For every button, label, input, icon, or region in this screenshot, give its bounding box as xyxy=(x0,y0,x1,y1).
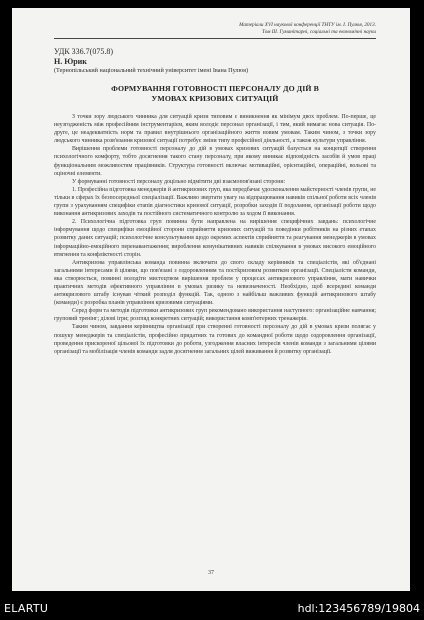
repository-name: ELARTU xyxy=(4,602,49,615)
viewer-footer-bar xyxy=(0,591,424,620)
article-title xyxy=(54,84,376,104)
body-paragraph: 2. Психологічна підготовка груп повинна бути направлена на вирішення специфічних завдань: психологічне інформування щодо специфіки емоційної сторони сприйняття кризових ситуацій та поведінки робітників на різних етапах розвитку даних ситуацій; психологічне консультування щодо окремих аспектів сприйняття та реагування менеджерів в умовах інформаційно-емоційного перенавантаження; вироблення комунікативних навиків спілкування в умовах високого емоційного втягнення та конфліктності сторін. xyxy=(54,219,376,258)
body-paragraph: Вирішення проблеми готовності персоналу до дій в умовах кризових ситуацій базується на концепції створення психологічного комфорту, тобто досягнення такого стану персоналу, при якому виникає відповідність засобів й умов праці функціональним можливостям працівників. Структура готовності включає мотиваційні, орієнтаційні, операційні, вольові та оціночні елементи. xyxy=(54,146,376,177)
document-page xyxy=(12,8,410,591)
body-paragraph: 1. Професійна підготовка менеджерів й антикризових груп, яка передбачає удосконалення майстерності членів групи, не тільки в сферах їх безпосередньої спеціалізації. Важливо звертати увагу на відпрацювання навиків спільної роботи всіх членів групи з урахуванням специфіки етапів діагностики кризової ситуації, розробки заходів її подолання, організації роботи щодо виконання антикризових заходів та постійного систематичного контролю за ходом її виконання. xyxy=(54,186,376,218)
author-name: Н. Юрик xyxy=(54,57,87,66)
journal-header-line2: Том III. Гуманітарні, соціальні та економічні науки xyxy=(262,29,376,35)
body-paragraph: Антикризова управлінська команда повинна включати до свого складу керівників та спеціалістів, які об'єднані загальними інтересами й цілями, що пов'язані з оздоровленням та постkризовим розвитком організації. Спеціалісти команди, яка створюється, повинні володіти мистецтвом вирішення проблем у процесах антикризового управління, мати навички практичних методів ефективного управління в умовах ризику та невизначеності. Необхідно, щоб всередині команди антикризового штабу існував чіткий розподіл функцій. Так, одною з найбільш важливих функцій антикризового штабу (команди) є розробка планів управління кризовими ситуаціями. xyxy=(54,259,376,307)
article-body xyxy=(54,113,376,356)
author-affiliation: (Тернопільський національний технічний університет імені Івана Пулюя) xyxy=(54,67,249,74)
header-divider xyxy=(54,38,376,39)
body-paragraph: У формуванні готовності персоналу доцільно відмітити дві взаємопов'язані сторони: xyxy=(72,178,286,185)
body-paragraph: Серед форм та методів підготовки антикризових груп рекомендовано використання наступного: організаційне навчання; груповий тренінг; ділові ігри; розгляд конкретних ситуацій; використання комп'ютерних тренажерів. xyxy=(54,308,376,323)
journal-header xyxy=(54,22,376,39)
handle-identifier: hdl:123456789/19804 xyxy=(297,602,420,615)
article-title-line2: УМОВАХ КРИЗОВИХ СИТУАЦІЙ xyxy=(151,94,279,103)
page-number: 37 xyxy=(208,570,214,576)
body-paragraph: Таким чином, завдання керівництва організації при створенні готовності персоналу до дій в умовах кризи полягає у пошуку менеджерів та спеціалістів, професійно придатних та готових до командної роботи щодо оздоровлення організації, проведення прискореної цільової їх підготовки до роботи, узгодження власних інтересів членів команди з загальними цілями організації та мобілізація членів команди задля досягнення загальних цілей виживання й розвитку організації. xyxy=(54,324,376,355)
journal-header-line1: Матеріали XVI наукової конференції ТНТУ ім. І. Пулюя, 2013. xyxy=(239,22,376,28)
body-paragraph: З точки зору людського чинника для ситуацій кризи типовим є виникнення як мінімум двох проблем. По-перше, це неузгодженість між професійним інструментарієм, яким володіє персонал організації, і тим, який вимагає нова ситуація. По-друге, це неадекватність норм та правил внутрішнього організаційного життя новим умовам. Таким чином, з точки зору людського чинника розв'язання кризової ситуації потребує зміни типу професійної діяльності, а також культури управління. xyxy=(54,114,376,145)
article-title-line1: ФОРМУВАННЯ ГОТОВНОСТІ ПЕРСОНАЛУ ДО ДІЙ В xyxy=(111,84,319,93)
udk-code: УДК 336.7(075.8) xyxy=(54,47,113,56)
